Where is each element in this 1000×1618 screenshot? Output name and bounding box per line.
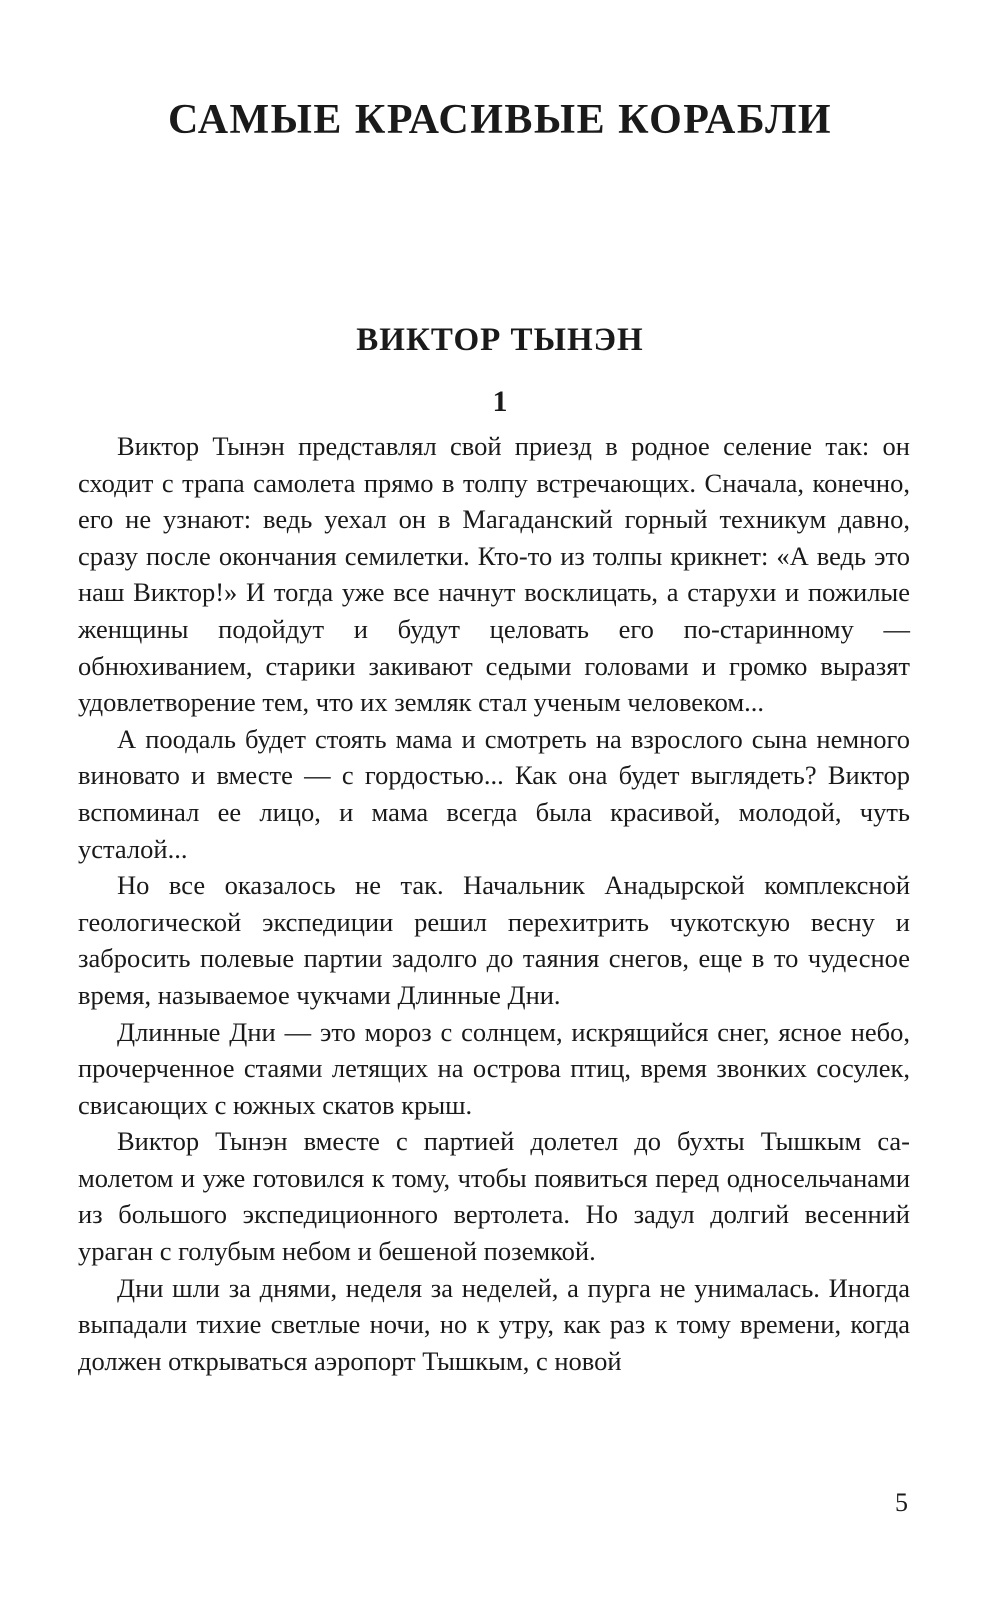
body-text <box>78 428 910 1379</box>
paragraph: Дни шли за днями, неделя за неделей, а пурга не унималась. Иногда выпадали тихие светлые ночи, но к утру, как раз к тому времени, когда должен открываться аэропорт Тышкым, с новой <box>78 1272 910 1376</box>
paragraph: Длинные Дни — это мороз с солнцем, искрящийся снег, ясное небо, прочерченное стаями летящих на острова птиц, время звонких сосулек, свисающих с южных скатов крыш. <box>78 1016 910 1120</box>
section-number: 1 <box>492 385 508 418</box>
paragraph: Но все оказалось не так. Начальник Анадырской комплексной геологической экспедиции решил перехитрить чукотскую весну и забросить полевые партии задолго до таяния снегов, еще в то чудесное время, называемое чукчами Длинные Дни. <box>78 870 910 1010</box>
paragraph: Виктор Тынэн вместе с партией долетел до бухты Тышкым самолетом и уже готовился к тому, чтобы появиться перед односельчанами из большого экспедиционного вертолета. Но задул долгий весенний ураган с голубым небом и бешеной поземкой. <box>78 1126 910 1267</box>
book-title: САМЫЕ КРАСИВЫЕ КОРАБЛИ <box>167 97 833 143</box>
paragraph: Виктор Тынэн представлял свой приезд в родное селение так: он сходит с трапа самолета прямо в толпу встречающих. Сначала, конечно, его не узнают: ведь уехал он в Магаданский горный техникум давно, сразу после окончания семилетки. Кто-то из толпы крикнет: «А ведь это наш Виктор!» И тогда уже все начнут восклицать, а старухи и пожилые женщины подойдут и будут целовать его по-старинному — обнюхиванием, старики закивают седыми головами и громко выразят удовлетворение тем, что их земляк стал ученым человеком... <box>78 431 910 718</box>
chapter-title: ВИКТОР ТЫНЭН <box>356 322 644 358</box>
paragraph: А поодаль будет стоять мама и смотреть на взрослого сына немного виновато и вместе — с гордостью... Как она будет выглядеть? Виктор вспоминал ее лицо, и мама всегда была красивой, молодой, чуть усталой... <box>78 723 910 864</box>
page-number: 5 <box>895 1488 908 1517</box>
